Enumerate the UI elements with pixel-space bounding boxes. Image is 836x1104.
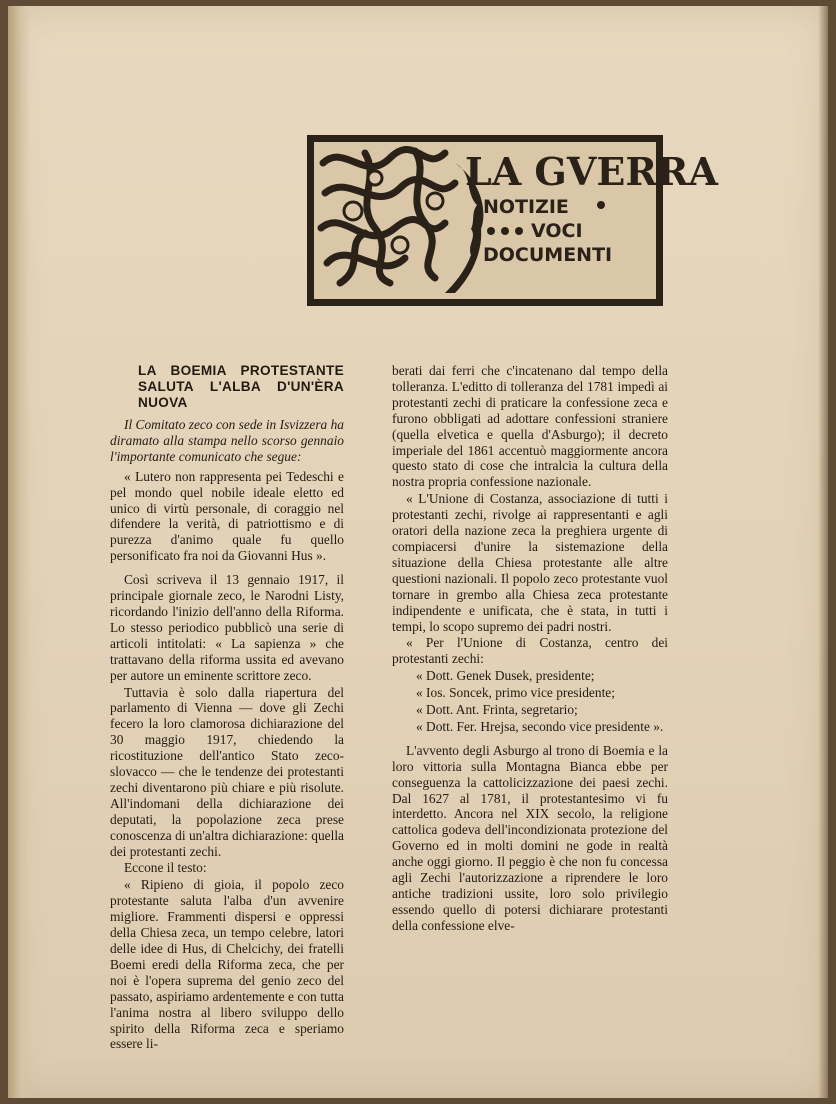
woodcut-header	[305, 133, 718, 308]
paragraph-unione: « L'Unione di Costanza, associazione di tutti i protestanti zechi, rivolge ai rappresentanti e agli oratori della nazione zeca la preghiera urgente di compiacersi d'unire la sistemazione della situazione della Chiesa protestante alle altre questioni nazionali. Il popolo zeco protestante vuol tornare in grembo alla Chiesa zeca protestante indipendente e unificata, che è stata, in tutti i tempi, lo scopo supremo dei padri nostri.	[392, 491, 668, 634]
page-edge-shadow	[818, 6, 828, 1098]
article-title: LA BOEMIA PROTESTANTE SALUTA L'ALBA D'UN'ÈRA NUOVA	[138, 363, 344, 410]
medusa-woodcut-image	[305, 133, 718, 308]
signatory-4: « Dott. Fer. Hrejsa, secondo vice presidente ».	[416, 718, 664, 734]
paragraph-ripieno: « Ripieno di gioia, il popolo zeco protestante saluta l'alba d'un avvenire migliore. Frammenti dispersi e oppressi della Chiesa zeca, un tempo celebre, latori delle idee di Hus, di Chelcichy, dei fratelli Boemi eredi della Riforma zeca, che per noi è l'opera suprema del genio zeco del passato, aspiriamo ardentemente e con tutta l'anima nostra al libero sviluppo dello spirito della Riforma zeca e speriamo essere li-	[110, 877, 344, 1052]
paragraph-per-unione: « Per l'Unione di Costanza, centro dei protestanti zechi:	[392, 635, 668, 667]
paragraph-quote-lutero: « Lutero non rappresenta pei Tedeschi e pel mondo quel nobile ideale eletto ed unico di virtù personale, di coraggio nel difendere la verità, di patriottismo e di purezza d'animo quale fu quello personificato fra noi da Giovanni Hus ».	[110, 468, 344, 564]
header-subtitle-1: NOTIZIE	[483, 196, 569, 218]
binding-gutter	[8, 6, 30, 1098]
paragraph-narodni-listy: Così scriveva il 13 gennaio 1917, il principale giornale zeco, le Narodni Listy, ricordando l'inizio dell'anno della Riforma. Lo stesso periodico pubblicò una serie di articoli intitolati: « La sapienza » che trattavano della riforma ussita ed avevano per autore un eminente scrittore zeco.	[110, 572, 344, 683]
paragraph-berati: berati dai ferri che c'incatenano dal tempo della tolleranza. L'editto di tolleranza del 1781 impedì ai protestanti zechi di praticare la confessione zeca e furono obbligati ad adottare confessioni straniere (quella elvetica e quella d'Asburgo); il decreto imperiale del 1861 accentuò maggiormente ancora questo stato di cose che intralcia la cultura della nostra propria confessione nazionale.	[392, 363, 668, 490]
signatory-3: « Dott. Ant. Frinta, segretario;	[416, 702, 578, 718]
header-title: LA GVERRA	[465, 149, 718, 194]
left-column	[110, 363, 344, 1053]
paragraph-asburgo: L'avvento degli Asburgo al trono di Boemia e la loro vittoria sulla Montagna Bianca ebbe per conseguenza la cattolicizzazione dei paesi zechi. Dal 1627 al 1781, il protestantesimo vi fu interdetto. Ancora nel XIX secolo, la religione cattolica godeva dell'incondizionata protezione del Governo ed in molti domini ne gode in realtà anche oggi giorno. Il peggio è che non fu concessa agli Zechi l'autorizzazione a riprendere le loro antiche tradizioni ussite, loro solo privilegio essendo quello di potersi dichiarare protestanti della confessione elve-	[392, 742, 668, 933]
right-column	[392, 363, 668, 935]
paragraph-eccone: Eccone il testo:	[124, 860, 207, 876]
header-subtitle-3: DOCUMENTI	[483, 244, 613, 266]
signatory-1: « Dott. Genek Dusek, presidente;	[416, 668, 595, 684]
paragraph-parlamento: Tuttavia è solo dalla riapertura del parlamento di Vienna — dove gli Zechi fecero la loro clamorosa dichiarazione del 30 maggio 1917, chiedendo la ricostituzione dell'antico Stato zeco-slovacco — che le tendenze dei protestanti zechi diventarono più chiare e più risolute. All'indomani della dichiarazione dei deputati, la popolazione zeca prese conoscenza di un'altra dichiarazione: quella dei protestanti zechi.	[110, 684, 344, 859]
article-intro: Il Comitato zeco con sede in Isvizzera ha diramato alla stampa nello scorso gennaio l'importante comunicato che segue:	[110, 417, 344, 464]
signatory-2: « Ios. Soncek, primo vice presidente;	[416, 685, 615, 701]
header-subtitle-2: VOCI	[531, 220, 583, 242]
